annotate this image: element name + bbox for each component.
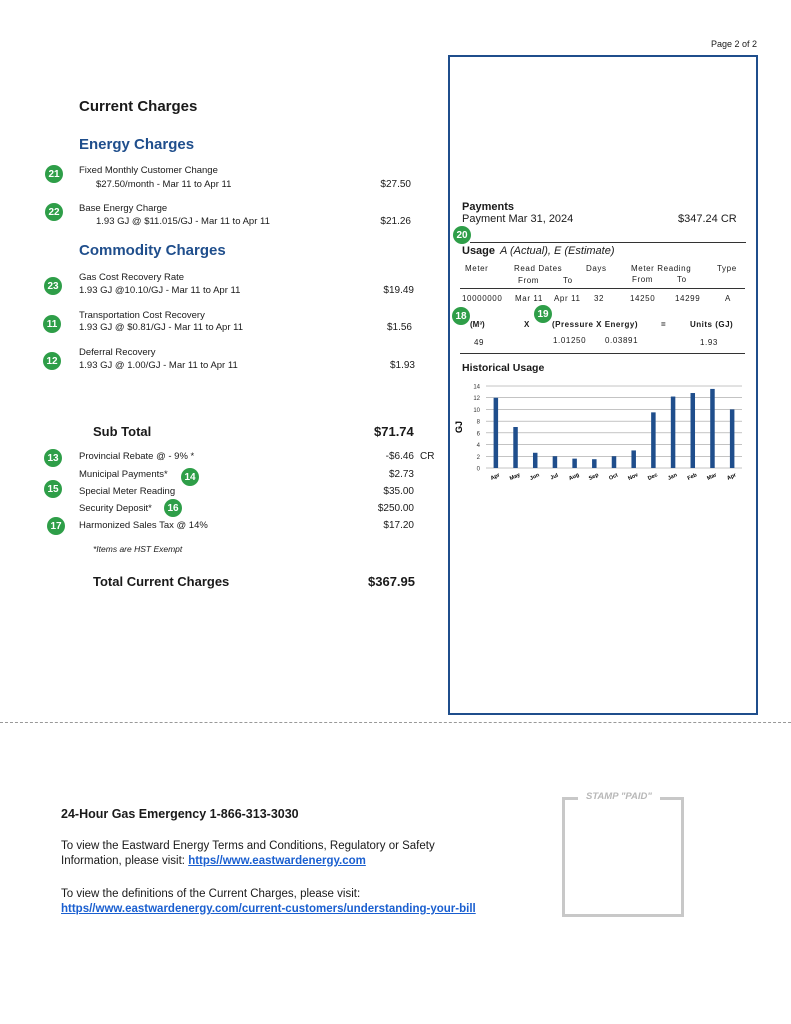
stamp-box (562, 797, 684, 917)
stamp-label: STAMP "PAID" (578, 791, 660, 802)
table-rule (460, 288, 745, 289)
col-to: To (563, 276, 573, 285)
col-meter: Meter (465, 264, 489, 273)
charge-detail: 1.93 GJ @ 1.00/GJ - Mar 11 to Apr 11 (79, 360, 238, 371)
col-to-2: To (677, 275, 687, 284)
y-tick-label: 10 (473, 407, 480, 414)
badge-12: 12 (43, 352, 61, 370)
read-to: Apr 11 (554, 294, 581, 303)
col-meter-reading: Meter Reading (631, 264, 692, 273)
y-tick-label: 0 (476, 466, 480, 473)
bar (513, 427, 518, 468)
credit-suffix: CR (420, 451, 435, 462)
charge-detail: 1.93 GJ @ $11.015/GJ - Mar 11 to Apr 11 (96, 216, 270, 227)
y-tick-label: 8 (476, 419, 480, 426)
calc-value-m3: 49 (474, 338, 485, 347)
payments-title: Payments (462, 201, 514, 213)
terms-paragraph (61, 839, 481, 869)
reading-to: 14299 (675, 294, 701, 303)
charge-amount: $27.50 (380, 179, 411, 190)
bar (651, 412, 656, 468)
usage-title: Usage (462, 245, 496, 257)
definitions-link[interactable]: https//www.eastwardenergy.com/current-customers/understanding-your-bill (61, 903, 476, 915)
charge-detail: 1.93 GJ @10.10/GJ - Mar 11 to Apr 11 (79, 285, 241, 296)
charge-title: Deferral Recovery (79, 347, 156, 358)
subtotal-label: Sub Total (93, 424, 152, 439)
total-amount: $367.95 (368, 574, 415, 589)
x-tick-label: Jul (549, 472, 560, 482)
x-tick-label: Sep (588, 472, 600, 482)
current-charges-title: Current Charges (79, 98, 198, 115)
subtotal-amount: $71.74 (374, 424, 414, 439)
other-amount: $35.00 (383, 486, 414, 497)
charge-title: Transportation Cost Recovery (79, 310, 205, 321)
x-tick-label: Aug (568, 472, 581, 483)
x-tick-label: Apr (489, 472, 501, 482)
other-amount: $250.00 (377, 503, 414, 514)
charge-title: Fixed Monthly Customer Change (79, 165, 218, 176)
badge-14: 14 (181, 468, 199, 486)
usage-legend: A (Actual), E (Estimate) (500, 245, 615, 257)
bar (710, 389, 715, 468)
charge-title: Base Energy Charge (79, 203, 168, 214)
historical-usage-chart (450, 378, 750, 488)
usage-rule (470, 242, 746, 243)
y-tick-label: 6 (476, 431, 480, 438)
read-from: Mar 11 (515, 294, 543, 303)
x-tick-label: Nov (627, 472, 640, 483)
badge-18: 18 (452, 307, 470, 325)
x-tick-label: Jun (529, 472, 541, 482)
other-amount: -$6.46 (385, 451, 414, 462)
hst-note: *Items are HST Exempt (93, 544, 183, 554)
y-tick-label: 14 (473, 384, 480, 391)
bar (553, 456, 558, 468)
charge-detail: 1.93 GJ @ $0.81/GJ - Mar 11 to Apr 11 (79, 322, 244, 333)
other-label: Special Meter Reading (79, 486, 176, 497)
calc-x: X (524, 320, 530, 329)
bar (533, 453, 538, 468)
charge-detail: $27.50/month - Mar 11 to Apr 11 (96, 179, 232, 190)
days-value: 32 (594, 294, 605, 303)
badge-15: 15 (44, 480, 62, 498)
col-read-dates: Read Dates (514, 264, 563, 273)
total-label: Total Current Charges (93, 574, 230, 589)
badge-21: 21 (45, 165, 63, 183)
x-tick-label: Feb (686, 472, 699, 482)
calc-rule (460, 353, 745, 354)
badge-17: 17 (47, 517, 65, 535)
badge-11: 11 (43, 315, 61, 333)
charge-amount: $21.26 (380, 216, 411, 227)
x-tick-label: Jan (667, 472, 679, 482)
other-label: Provincial Rebate @ - 9% * (79, 451, 195, 462)
page-number: Page 2 of 2 (711, 39, 758, 49)
type-value: A (725, 294, 731, 303)
y-axis-label: GJ (454, 420, 464, 434)
bar (612, 456, 617, 468)
calc-m3: (M³) (470, 320, 485, 329)
other-amount: $2.73 (388, 469, 414, 480)
y-tick-label: 4 (476, 443, 480, 450)
calc-value-units: 1.93 (700, 338, 718, 347)
x-tick-label: Dec (647, 472, 659, 482)
other-label: Security Deposit* (79, 503, 152, 514)
meter-number: 10000000 (462, 294, 503, 303)
bar (494, 398, 499, 468)
calc-value-pressure: 1.01250 (553, 336, 587, 345)
calc-pressure-energy: (Pressure X Energy) (552, 320, 638, 329)
commodity-charges-title: Commodity Charges (79, 242, 226, 259)
terms-text: To view the Eastward Energy Terms and Conditions, Regulatory or Safety Information, please visit: (61, 840, 435, 867)
other-label: Harmonized Sales Tax @ 14% (79, 520, 208, 531)
bar (730, 409, 735, 468)
bar (631, 450, 636, 468)
y-tick-label: 12 (473, 396, 480, 403)
charge-amount: $1.93 (389, 360, 415, 371)
other-label: Municipal Payments* (79, 469, 168, 480)
col-days: Days (586, 264, 607, 273)
emergency-line: 24-Hour Gas Emergency 1-866-313-3030 (61, 807, 299, 821)
badge-16: 16 (164, 499, 182, 517)
col-from: From (518, 276, 540, 285)
col-from-2: From (632, 275, 654, 284)
x-tick-label: Mar (706, 472, 718, 482)
bar (691, 393, 696, 468)
payment-amount: $347.24 CR (678, 213, 737, 225)
bar (592, 459, 597, 468)
badge-13: 13 (44, 449, 62, 467)
calc-units: Units (GJ) (690, 320, 734, 329)
badge-20: 20 (453, 226, 471, 244)
y-tick-label: 2 (476, 454, 480, 461)
calc-value-energy: 0.03891 (605, 336, 639, 345)
reading-from: 14250 (630, 294, 656, 303)
charge-title: Gas Cost Recovery Rate (79, 272, 185, 283)
bar (671, 397, 676, 468)
calc-equals: = (661, 320, 666, 329)
x-tick-label: May (508, 472, 522, 483)
charge-amount: $1.56 (386, 322, 412, 333)
terms-link[interactable]: https//www.eastwardenergy.com (188, 855, 366, 867)
bar (572, 459, 577, 468)
definitions-text: To view the definitions of the Current Charges, please visit: (61, 888, 361, 900)
payment-text: Payment Mar 31, 2024 (462, 213, 574, 225)
energy-charges-title: Energy Charges (79, 136, 195, 153)
tear-line (0, 722, 791, 723)
x-tick-label: Oct (608, 472, 620, 482)
historical-usage-title: Historical Usage (462, 362, 545, 374)
other-amount: $17.20 (383, 520, 414, 531)
charge-amount: $19.49 (383, 285, 414, 296)
badge-22: 22 (45, 203, 63, 221)
col-type: Type (717, 264, 737, 273)
badge-19: 19 (534, 305, 552, 323)
badge-23: 23 (44, 277, 62, 295)
x-tick-label: Apr (726, 472, 738, 482)
